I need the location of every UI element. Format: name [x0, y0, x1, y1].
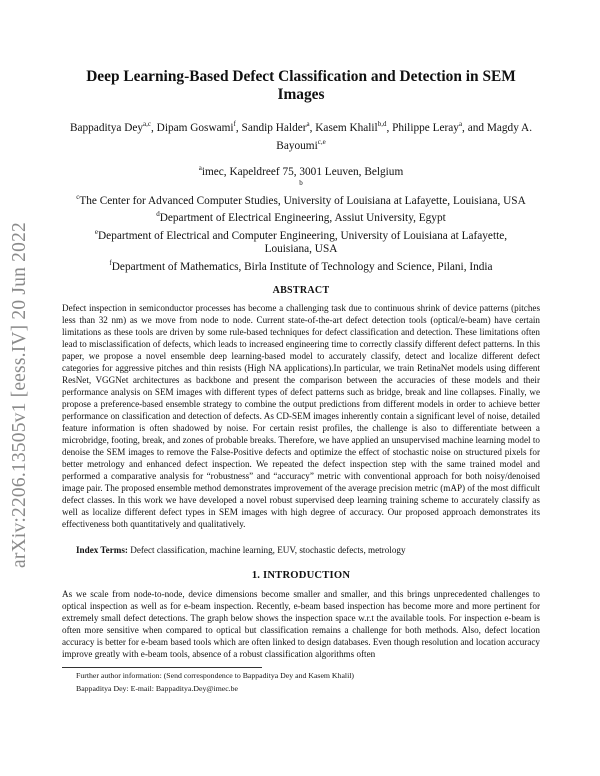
index-terms-label: Index Terms: [76, 544, 128, 555]
arxiv-sidebar [4, 210, 36, 580]
section-heading-introduction: 1. INTRODUCTION [251, 569, 351, 581]
affiliation-b: b [299, 178, 303, 187]
paper-page [62, 68, 540, 695]
arxiv-identifier: arXiv:2206.13505v1 [eess.IV] 20 Jun 2022 [9, 222, 30, 568]
author: Philippe Leray$^a$, and [392, 120, 487, 134]
paper-title: Deep Learning-Based Defect Classification and Detection in SEM Images [86, 68, 516, 103]
author: Magdy A. Bayoumi$^{c,e}$ [276, 121, 533, 152]
abstract-text: Defect inspection in semiconductor processes has become a challenging task due to continuous shrink of device patterns (pitches less than 32 nm) as we move from node to node. Current state-of-the-art defect detection tools (optical/e-beam) have certain limitations as these tools are driven by some rule-based techniques for defect classification and detection. These limitations often lead to misclassification of defects, which leads to increased engineering time to correctly classify different defect patterns. In this paper, we propose a novel ensemble deep learning-based model to accurately classify, detect and localize different defect categories for aggressive pitches and thin resists (High NA applications).In particular, we train RetinaNet models using different ResNet, VGGNet architectures as backbone and present the comparison between the accuracies of these models and their performance analysis on SEM images with different types of defect patterns such as bridge, break and line collapses. Finally, we propose a preference-based ensemble strategy to combine the output predictions from different models in order to achieve better performance on classification and detection of defects. As CD-SEM images inherently contain a significant level of noise, detailed feature information is often shadowed by noise. For certain resist profiles, the challenge is also to differentiate between a microbridge, footing, break, and zones of probable breaks. Therefore, we have applied an unsupervised machine learning model to denoise the SEM images to remove the False-Positive defects and optimize the effect of stochastic noise on structured pixels for better metrology and enhanced defect inspection. We repeated the defect inspection step with the same trained model and performed a comparative analysis for “robustness” and “accuracy” metric with conventional approach for both noisy/denoised image pair. The proposed ensemble method demonstrates improvement of the average precision metric (mAP) of the most difficult defect classes. In this work we have developed a novel robust supervised deep learning training scheme to accurately classify as well as localize different defect types in SEM images with high degree of accuracy. Our proposed approach demonstrates its effectiveness both quantitatively and qualitatively. [62, 302, 540, 529]
affiliation-c: $^c$The Center for Advanced Computer Studies, University of Louisiana at Lafayette, Louisiana, USA [76, 192, 526, 207]
author: Sandip Halder$^a$, [241, 120, 316, 134]
author: Bappaditya Dey$^{a,c}$, [69, 120, 157, 134]
index-terms [62, 544, 540, 556]
author: Dipam Goswami$^f$, [156, 120, 242, 134]
author: Kasem Khalil$^{b,d}$, [315, 120, 393, 134]
footnote-divider [62, 667, 262, 668]
affiliation-d: $^d$Department of Electrical Engineering, Assiut University, Egypt [156, 210, 446, 225]
affiliation-f: $^f$Department of Mathematics, Birla Institute of Technology and Science, Pilani, India [109, 258, 493, 273]
abstract-heading: ABSTRACT [272, 284, 330, 296]
affiliation-a: $^a$imec, Kapeldreef 75, 3001 Leuven, Belgium [198, 163, 404, 178]
footnote-correspondence: Further author information: (Send correspondence to Bappaditya Dey and Kasem Khalil) [76, 670, 355, 680]
introduction-text: As we scale from node-to-node, device dimensions become smaller and smaller, and this brings unprecedented challenges to optical inspection as well as for e-beam inspection. Recently, e-beam based inspection has become more and more pertinent for extremely small defect detections. The graph below shows the inspection space w.r.t the available tools. For inspection e-beam is often more sensitive when compared to optical but classification remains a challenge for both methods. Also, defect location accuracy is better for e-beam based tools which are often linked to design databases. Even though resolution and location accuracy improve greatly with e-beam tools, absence of a robust classification algorithms often [62, 588, 540, 659]
footnote-email: Bappaditya Dey: E-mail: Bappaditya.Dey@imec.be [76, 684, 238, 694]
index-terms-text: Defect classification, machine learning, EUV, stochastic defects, metrology [127, 544, 406, 555]
affiliation-e: $^e$Department of Electrical and Computer Engineering, University of Louisiana at Lafayette, Louisiana, USA [94, 227, 508, 255]
author-list [62, 117, 540, 153]
